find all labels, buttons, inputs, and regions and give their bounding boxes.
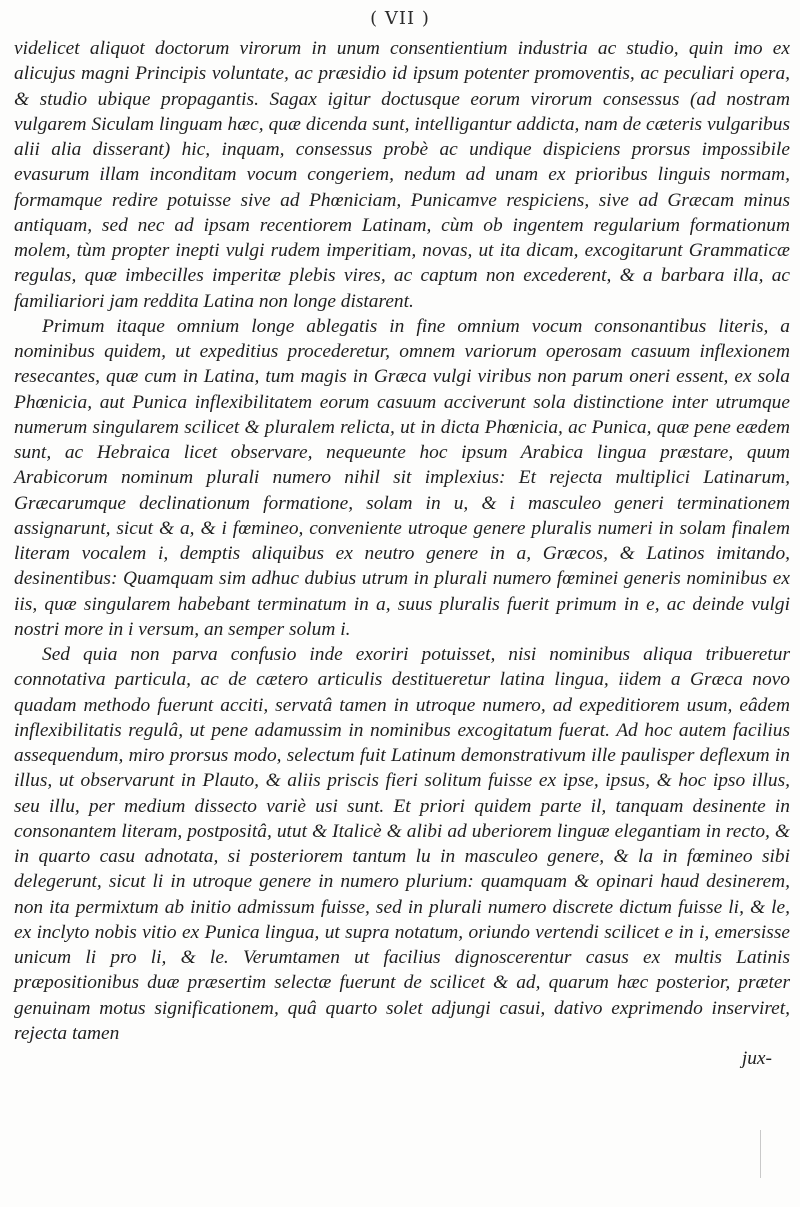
catchword: jux- — [741, 1048, 772, 1069]
paragraph-3: Sed quia non parva confusio inde exoriri potuisset, nisi nominibus aliqua tribueretur connotativa particula, ac de cætero articulis destitueretur latina lingua, iidem a Græca novo quadam methodo fuerunt acciti, servatâ tamen in utroque numero, ad expeditiorem usum, eâdem inflexibilitatis regulâ, ut pene adamussim in nominibus excogitatum fuerat. Ad hoc autem facilius assequendum, miro prorsus modo, selectum fuit Latinum demonstrativum ille paulisper deflexum in illus, ut observarunt in Plauto, & aliis priscis fieri solitum fuisse ex ipse, ipsus, & hoc ipso illus, seu illu, per medium dissecto variè usi sunt. Et priori quidem parte il, tanquam desinente in consonantem literam, postpositâ, utut & Italicè & alibi ad uberiorem linguæ elegantiam in recto, & in quarto casu adnotata, si posteriorem tantum lu in masculeo genere, & la in fœmineo sibi delegerunt, sicut li in utroque genere in numero plurium: quamquam & opinari haud desinerem, non ita permixtum ab initio admissum fuisse, sed in plurali numero discrete dictum fuisse li, & le, ex inclyto nobis vitio ex Punica lingua, ut supra notatum, oriundo vertendi scilicet e in i, emersisse unicum li pro li, & le. Verumtamen ut facilius dignoscerentur casus ex multis Latinis præpositionibus duæ præsertim selectæ fuerunt de scilicet & ad, quarum hæc posterior, præter genuinam motus significationem, quâ quarto solet adjungi casui, dativo exprimendo inserviret, rejecta tamen — [14, 644, 790, 1044]
paragraph-1: videlicet aliquot doctorum virorum in unum consentientium industria ac studio, quin imo ex alicujus magni Principis voluntate, ac præsidio id ipsum potenter promoventis, ac peculiari opera, & studio ubique propagantis. Sagax igitur doctusque eorum virorum consessus (ad nostram vulgarem Siculam linguam hæc, quæ dicenda sunt, intelligantur addicta, nam de cæteris vulgaribus alii alia disserant) hic, inquam, consessus probè ac undique dispiciens prorsus impossibile evasurum illam inconditam vocum congeriem, nedum ad unam ex prioribus linguis normam, formamque redire potuisse sive ad Phœniciam, Punicamve respiciens, sive ad Græcam minus antiquam, sed nec ad ipsam recentiorem Latinam, cùm ob ingentem regularium formationum molem, tùm propter inepti vulgi rudem imperitiam, novas, ut ita dicam, excogitarunt Grammaticæ regulas, quæ imbecilles imperitæ plebis vires, ac captum non excederent, & a barbara illa, ac familiariori jam reddita Latina non longe distarent. — [14, 38, 790, 312]
page-number: ( VII ) — [370, 8, 430, 29]
body-text — [14, 36, 790, 1071]
page-edge-mark — [760, 1130, 761, 1178]
paragraph-2: Primum itaque omnium longe ablegatis in fine omnium vocum consonantibus literis, a nominibus quidem, ut expeditius procederetur, omnem variorum operosam casuum inflexionem resecantes, quæ cum in Latina, tum magis in Græca vulgi viribus non parum oneri essent, ex sola Phœnicia, aut Punica inflexibilitatem eorum casuum acciverunt sola distinctione inter utrumque numerum singularem scilicet & pluralem relicta, ut in dicta Phœnicia, ac Punica, quæ pene eædem sunt, ac Hebraica licet observare, nequeunte hoc ipsum Arabica lingua præstare, quum Arabicorum nominum plurali numero nihil sit implexius: Et rejecta multiplici Latinarum, Græcarumque declinationum formatione, solam in u, & i masculeo generi terminationem assignarunt, sicut & a, & i fœmineo, conveniente utroque genere pluralis numeri in solam finalem literam vocalem i, demptis aliquibus ex neutro genere in a, Græcos, & Latinos imitando, desinentibus: Quamquam sim adhuc dubius utrum in plurali numero fœminei generis nominibus ex iis, quæ singularem habebant terminatum in a, suus pluralis fuerit primum in e, ac deinde vulgi nostri more in i versum, an semper solum i. — [14, 315, 790, 640]
